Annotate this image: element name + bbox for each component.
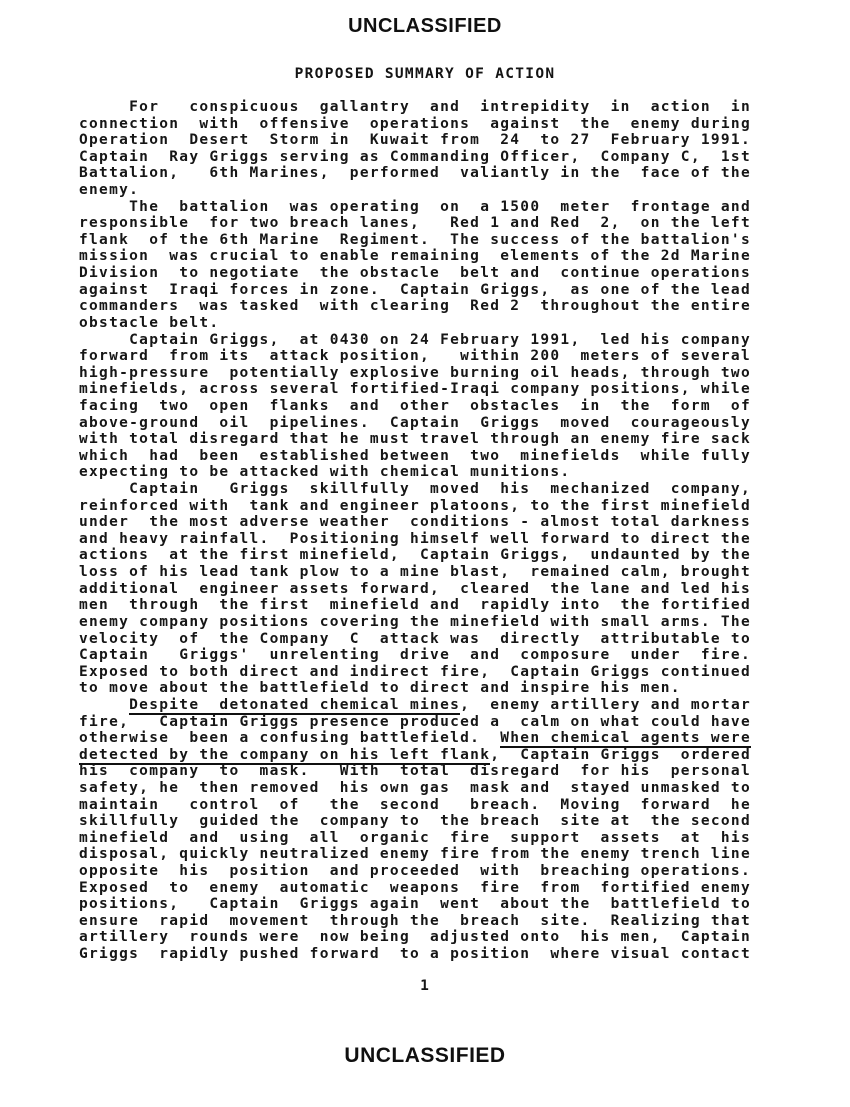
text-line [79,697,779,714]
plain-text: commanders was tasked with clearing Red 2 throughout the entire [79,298,751,315]
text-line [79,315,779,332]
text-line [79,481,779,498]
plain-text: maintain control of the second breach. Moving forward he [79,796,751,813]
plain-text: velocity of the Company C attack was directly attributable to [79,630,751,647]
text-line [79,680,779,697]
plain-text: men through the first minefield and rapidly into the fortified [79,597,751,614]
plain-text: Captain Griggs' unrelenting drive and composure under fire. [79,647,751,664]
text-line [79,730,779,747]
text-line [79,116,779,133]
text-line [79,464,779,481]
plain-text: under the most adverse weather conditions - almost total darkness [79,514,751,531]
text-line [79,282,779,299]
text-line [79,763,779,780]
plain-text: skillfully guided the company to the breach site at the second [79,813,751,830]
text-line [79,381,779,398]
plain-text: obstacle belt. [79,314,220,331]
text-line [79,631,779,648]
text-line [79,298,779,315]
plain-text: Captain Griggs, at 0430 on 24 February 1991, led his company [79,331,751,348]
plain-text: loss of his lead tank plow to a mine blast, remained calm, brought [79,564,751,581]
text-line [79,896,779,913]
plain-text: his company to mask. With total disregard for his personal [79,763,751,780]
plain-text: above-ground oil pipelines. Captain Griggs moved courageously [79,414,751,431]
text-line [79,714,779,731]
text-line [79,929,779,946]
text-line [79,149,779,166]
plain-text: enemy company positions covering the minefield with small arms. The [79,613,751,630]
plain-text: enemy. [79,182,140,199]
plain-text: safety, he then removed his own gas mask and stayed unmasked to [79,779,751,796]
plain-text: minefield and using all organic fire support assets at his [79,829,751,846]
underlined-text: Despite detonated chemical mines [129,696,461,713]
text-line [79,265,779,282]
text-line [79,664,779,681]
plain-text: Captain Ray Griggs serving as Commanding Officer, Company C, 1st [79,148,751,165]
plain-text: additional engineer assets forward, cleared the lane and led his [79,580,751,597]
document-title: PROPOSED SUMMARY OF ACTION [294,66,556,82]
text-line [79,215,779,232]
plain-text: reinforced with tank and engineer platoons, to the first minefield [79,497,751,514]
text-line [79,99,779,116]
underlined-text: When chemical agents were [500,730,751,747]
text-line [79,415,779,432]
text-line [79,199,779,216]
plain-text: The battalion was operating on a 1500 meter frontage and [79,198,751,215]
text-line [79,581,779,598]
text-line [79,813,779,830]
plain-text: For conspicuous gallantry and intrepidity in action in [79,99,751,115]
text-line [79,913,779,930]
plain-text: Operation Desert Storm in Kuwait from 24 to 27 February 1991. [79,132,751,149]
text-line [79,597,779,614]
text-line [79,747,779,764]
text-line [79,332,779,349]
text-line [79,614,779,631]
plain-text: flank of the 6th Marine Regiment. The success of the battalion's [79,231,751,248]
plain-text: Division to negotiate the obstacle belt and continue operations [79,265,751,282]
plain-text: Captain Griggs skillfully moved his mechanized company, [79,481,751,498]
text-line [79,547,779,564]
plain-text: fire, Captain Griggs presence produced a calm on what could have [79,713,751,730]
plain-text: , enemy artillery and mortar [460,696,752,713]
plain-text: actions at the first minefield, Captain Griggs, undaunted by the [79,547,751,564]
plain-text [79,697,129,713]
plain-text: , Captain Griggs ordered [490,746,751,763]
plain-text: ensure rapid movement through the breach site. Realizing that [79,912,751,929]
text-line [79,431,779,448]
paragraph [79,697,779,963]
text-line [79,398,779,415]
plain-text: artillery rounds were now being adjusted onto his men, Captain [79,929,751,946]
plain-text: forward from its attack position, within 200 meters of several [79,348,751,365]
text-line [79,564,779,581]
plain-text: positions, Captain Griggs again went about the battlefield to [79,896,751,913]
text-line [79,514,779,531]
plain-text: Battalion, 6th Marines, performed valiantly in the face of the [79,165,751,182]
page-number: 1 [420,978,430,994]
text-line [79,348,779,365]
plain-text: facing two open flanks and other obstacles in the form of [79,397,751,414]
paragraph [79,99,779,199]
text-line [79,132,779,149]
plain-text: to move about the battlefield to direct and inspire his men. [79,680,681,697]
text-line [79,448,779,465]
text-line [79,946,779,963]
plain-text: Griggs rapidly pushed forward to a position where visual contact [79,946,751,963]
classification-footer: UNCLASSIFIED [344,1044,506,1067]
plain-text: disposal, quickly neutralized enemy fire from the enemy trench line [79,846,751,863]
plain-text: which had been established between two minefields while fully [79,447,751,464]
text-line [79,880,779,897]
classification-header: UNCLASSIFIED [348,15,502,37]
text-line [79,365,779,382]
text-line [79,797,779,814]
text-line [79,647,779,664]
plain-text: opposite his position and proceeded with breaching operations. [79,863,751,880]
text-line [79,248,779,265]
text-line [79,531,779,548]
text-line [79,863,779,880]
plain-text: high-pressure potentially explosive burning oil heads, through two [79,364,751,381]
text-line [79,846,779,863]
plain-text: minefields, across several fortified-Iraqi company positions, while [79,381,751,398]
text-line [79,232,779,249]
plain-text: Exposed to both direct and indirect fire, Captain Griggs continued [79,663,751,680]
plain-text: expecting to be attacked with chemical munitions. [79,464,571,481]
text-line [79,498,779,515]
paragraph [79,481,779,697]
plain-text: connection with offensive operations against the enemy during [79,115,751,132]
text-line [79,830,779,847]
plain-text: against Iraqi forces in zone. Captain Griggs, as one of the lead [79,281,751,298]
plain-text: with total disregard that he must travel through an enemy fire sack [79,431,751,448]
plain-text: otherwise been a confusing battlefield. [79,730,501,747]
plain-text: responsible for two breach lanes, Red 1 and Red 2, on the left [79,215,751,232]
underlined-text: detected by the company on his left flank [79,746,491,763]
text-line [79,780,779,797]
text-line [79,165,779,182]
paragraph [79,199,779,332]
plain-text: Exposed to enemy automatic weapons fire from fortified enemy [79,879,751,896]
document-body [79,99,779,963]
text-line [79,182,779,199]
paragraph [79,332,779,481]
plain-text: and heavy rainfall. Positioning himself well forward to direct the [79,530,751,547]
plain-text: mission was crucial to enable remaining elements of the 2d Marine [79,248,751,265]
